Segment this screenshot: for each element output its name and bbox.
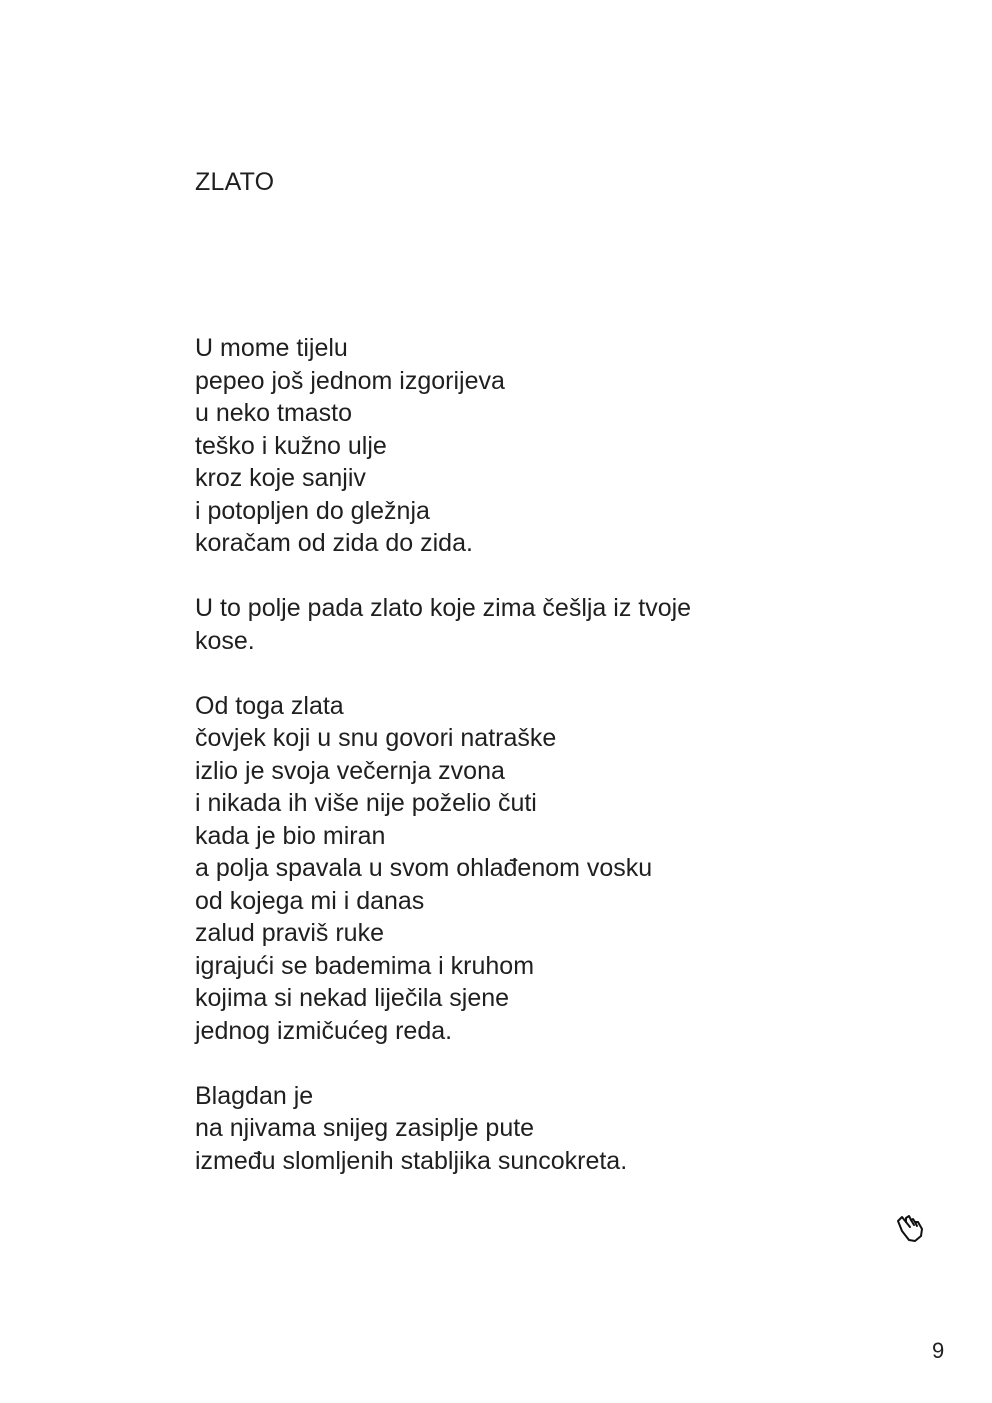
poem-line: od kojega mi i danas	[195, 886, 425, 915]
poem-line: koračam od zida do zida.	[195, 529, 473, 557]
stanza-1	[195, 332, 795, 560]
stanza-4	[195, 1080, 795, 1178]
page-number: 9	[932, 1338, 945, 1363]
stanza-3	[195, 690, 795, 1048]
poem-line: između slomljenih stabljika suncokreta.	[195, 1146, 628, 1175]
stanza-2	[195, 592, 795, 657]
hand-pointer-icon	[893, 1212, 927, 1246]
poem-line: Od toga zlata	[195, 691, 344, 720]
poem-line: U mome tijelu	[195, 334, 348, 362]
poem-line: kojima si nekad liječila sjene	[195, 984, 510, 1012]
poem-title: ZLATO	[195, 168, 275, 196]
poem-line: U to polje pada zlato koje zima češlja iz tvoje	[195, 594, 692, 622]
poem-line: Blagdan je	[195, 1081, 314, 1110]
poem-line: teško i kužno ulje	[195, 431, 387, 460]
poem-body	[195, 332, 795, 1210]
poem-line: kroz koje sanjiv	[195, 464, 366, 492]
poem-line: pepeo još jednom izgorijeva	[195, 366, 505, 395]
poem-line: u neko tmasto	[195, 399, 353, 427]
poem-line: kada je bio miran	[195, 821, 386, 850]
poem-line: i potopljen do gležnja	[195, 496, 430, 525]
poem-line: a polja spavala u svom ohlađenom vosku	[195, 854, 653, 882]
poem-line: igrajući se bademima i kruhom	[195, 951, 535, 980]
poem-line: na njivama snijeg zasiplje pute	[195, 1114, 535, 1142]
poem-line: izlio je svoja večernja zvona	[195, 756, 505, 785]
poem-line: zalud praviš ruke	[195, 919, 384, 947]
poem-line: čovjek koji u snu govori natraške	[195, 724, 557, 752]
poem-line: jednog izmičućeg reda.	[195, 1016, 453, 1045]
poem-line: kose.	[195, 626, 255, 655]
poem-line: i nikada ih više nije poželio čuti	[195, 789, 537, 817]
